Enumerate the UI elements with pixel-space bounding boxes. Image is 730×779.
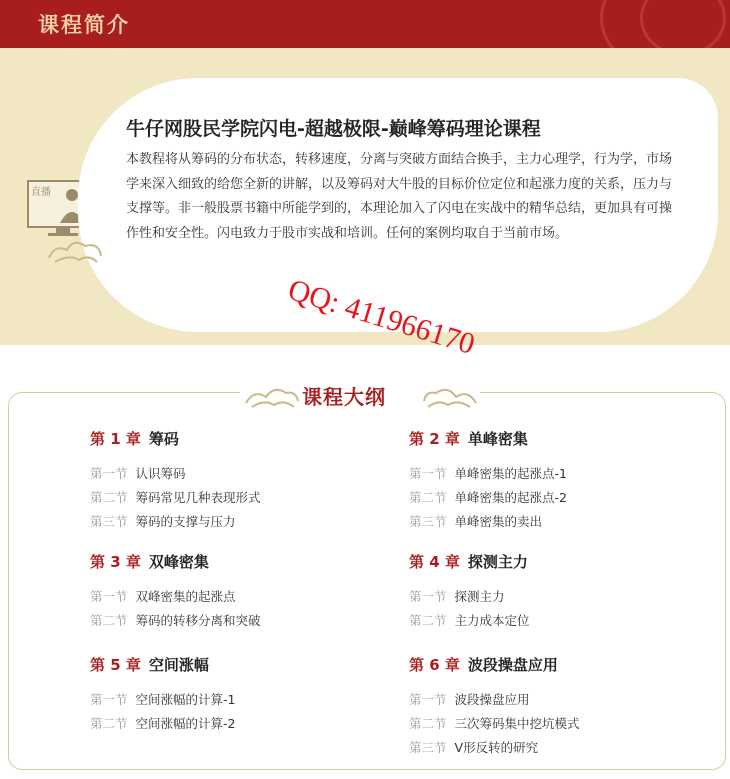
section-number: 第三节 bbox=[90, 514, 128, 529]
section-title: 主力成本定位 bbox=[454, 613, 530, 628]
section-title: 单峰密集的起涨点-1 bbox=[454, 466, 567, 481]
chapter-name: 波段操盘应用 bbox=[467, 656, 558, 674]
chapter-title[interactable] bbox=[90, 551, 390, 571]
section-number: 第二节 bbox=[90, 613, 128, 628]
outline-heading bbox=[240, 375, 480, 417]
section-title: V形反转的研究 bbox=[454, 740, 539, 755]
chapter-5 bbox=[90, 654, 390, 736]
section-number: 第二节 bbox=[90, 490, 128, 505]
chapter-title[interactable] bbox=[90, 428, 390, 448]
section-item[interactable] bbox=[409, 462, 709, 486]
chapter-number: 第 6 章 bbox=[409, 656, 460, 674]
section-title: 双峰密集的起涨点 bbox=[135, 589, 236, 604]
section-number: 第一节 bbox=[409, 466, 447, 481]
section-item[interactable] bbox=[409, 609, 709, 633]
chapter-title[interactable] bbox=[409, 654, 709, 674]
section-item[interactable] bbox=[409, 510, 709, 534]
section-number: 第一节 bbox=[90, 466, 128, 481]
section-item[interactable] bbox=[90, 609, 390, 633]
section-item[interactable] bbox=[409, 712, 709, 736]
cloud-ornament-icon bbox=[45, 236, 105, 266]
section-number: 第一节 bbox=[90, 692, 128, 707]
section-title: 三次筹码集中挖坑模式 bbox=[454, 716, 580, 731]
section-title: 单峰密集的起涨点-2 bbox=[454, 490, 567, 505]
chapter-number: 第 4 章 bbox=[409, 553, 460, 571]
chapter-number: 第 2 章 bbox=[409, 430, 460, 448]
chapter-4 bbox=[409, 551, 709, 633]
section-number: 第一节 bbox=[90, 589, 128, 604]
qq-watermark: QQ: 411966170 bbox=[284, 273, 479, 362]
section-title: 筹码常见几种表现形式 bbox=[135, 490, 261, 505]
chapter-name: 双峰密集 bbox=[148, 553, 209, 571]
section-title: 波段操盘应用 bbox=[454, 692, 530, 707]
chapter-title[interactable] bbox=[409, 428, 709, 448]
header-ornament bbox=[640, 0, 726, 48]
course-title: 牛仔网股民学院闪电-超越极限-巅峰筹码理论课程 bbox=[126, 118, 541, 140]
section-item[interactable] bbox=[90, 585, 390, 609]
chapter-name: 空间涨幅 bbox=[148, 656, 209, 674]
section-title: 单峰密集的卖出 bbox=[454, 514, 543, 529]
chapter-number: 第 5 章 bbox=[90, 656, 141, 674]
chapter-3 bbox=[90, 551, 390, 633]
header-banner bbox=[0, 0, 730, 48]
cloud-ornament-icon bbox=[422, 385, 478, 411]
section-number: 第二节 bbox=[90, 716, 128, 731]
section-title-outline: 课程大纲 bbox=[302, 385, 386, 409]
course-description: 本教程将从筹码的分布状态，转移速度，分离与突破方面结合换手，主力心理学，行为学，市场学来深入细致的给您全新的讲解，以及筹码对大牛股的目标价位定位和起涨力度的关系，压力与支撑等。非一般股票书籍中所能学到的，本理论加入了闪电在实战中的精华总结，更加具有可操作性和安全性。闪电致力于股市实战和培训。任何的案例均取自于当前市场。 bbox=[126, 152, 673, 241]
section-item[interactable] bbox=[90, 712, 390, 736]
section-item[interactable] bbox=[90, 688, 390, 712]
section-item[interactable] bbox=[90, 462, 390, 486]
section-item[interactable] bbox=[409, 736, 709, 760]
section-number: 第一节 bbox=[409, 589, 447, 604]
section-number: 第二节 bbox=[409, 613, 447, 628]
section-title: 探测主力 bbox=[454, 589, 505, 604]
section-number: 第二节 bbox=[409, 490, 447, 505]
chapter-1 bbox=[90, 428, 390, 534]
section-item[interactable] bbox=[90, 486, 390, 510]
section-title: 空间涨幅的计算-1 bbox=[135, 692, 236, 707]
intro-card bbox=[78, 78, 718, 332]
cloud-ornament-icon bbox=[244, 385, 300, 411]
section-item[interactable] bbox=[409, 486, 709, 510]
section-title-intro: 课程简介 bbox=[38, 13, 130, 37]
chapter-number: 第 1 章 bbox=[90, 430, 141, 448]
section-title: 认识筹码 bbox=[135, 466, 186, 481]
chapter-name: 单峰密集 bbox=[467, 430, 528, 448]
section-number: 第三节 bbox=[409, 740, 447, 755]
live-icon-label: 直播 bbox=[31, 187, 51, 198]
section-title: 筹码的转移分离和突破 bbox=[135, 613, 261, 628]
section-item[interactable] bbox=[409, 688, 709, 712]
chapter-6 bbox=[409, 654, 709, 760]
chapter-name: 筹码 bbox=[148, 430, 179, 448]
section-number: 第三节 bbox=[409, 514, 447, 529]
chapter-title[interactable] bbox=[90, 654, 390, 674]
chapter-number: 第 3 章 bbox=[90, 553, 141, 571]
chapter-2 bbox=[409, 428, 709, 534]
section-title: 筹码的支撑与压力 bbox=[135, 514, 236, 529]
chapter-title[interactable] bbox=[409, 551, 709, 571]
chapter-name: 探测主力 bbox=[467, 553, 528, 571]
section-number: 第一节 bbox=[409, 692, 447, 707]
section-item[interactable] bbox=[409, 585, 709, 609]
section-item[interactable] bbox=[90, 510, 390, 534]
section-title: 空间涨幅的计算-2 bbox=[135, 716, 236, 731]
section-number: 第二节 bbox=[409, 716, 447, 731]
